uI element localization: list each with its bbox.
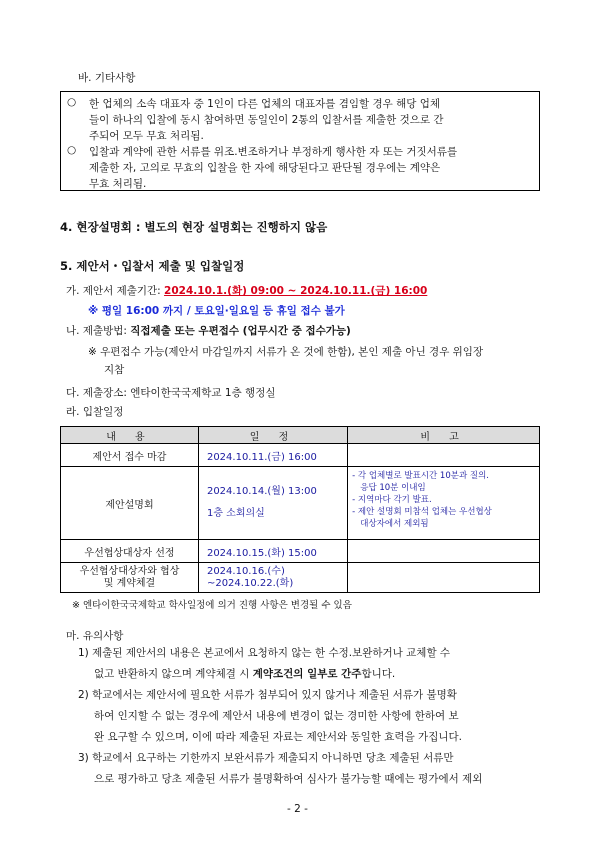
paragraph-2-line-3: 완 요구할 수 있으며, 이에 따라 제출된 자료는 제안서와 동일한 효력을 가집니다. [94, 731, 462, 743]
schedule-date-end: ~2024.10.22.(화) [206, 577, 294, 589]
remark-line: - 지역마다 각기 발표. [352, 495, 432, 505]
schedule-table [60, 426, 540, 593]
paragraph-3-line-2: 으로 평가하고 당초 제출된 서류가 불명확하여 심사가 불가능할 때에는 평가에서 제외 [94, 773, 483, 785]
table-cell-schedule [198, 563, 347, 593]
notice-paragraph-2 [78, 685, 462, 748]
table-header-schedule: 일 정 [198, 427, 347, 444]
notice-item-2-line-3: 무효 처리됨. [89, 178, 147, 190]
table-cell-content: 제안설명회 [61, 467, 199, 540]
circle-bullet-icon: ○ [67, 144, 77, 156]
notice-item-1-line-1: 한 업체의 소속 대표자 중 1인이 다른 업체의 대표자를 겸임할 경우 해당 업체 [89, 98, 441, 110]
table-cell-schedule: 2024.10.11.(금) 16:00 [198, 444, 347, 467]
paragraph-1-emphasis: 계약조건의 일부로 간주 [252, 668, 362, 680]
paragraph-1-text-b: 합니다. [361, 668, 396, 680]
table-footnote: ※ 엔타이한국국제학교 학사일정에 의거 진행 사항은 변경될 수 있음 [72, 600, 352, 611]
schedule-date: 2024.10.14.(월) 13:00 [206, 486, 317, 497]
table-header-row [61, 427, 540, 444]
submission-period-note: ※ 평일 16:00 까지 / 토요일·일요일 등 휴일 접수 불가 [88, 305, 345, 317]
notice-box [60, 91, 540, 191]
remark-line: - 제안 설명회 미참석 업체는 우선협상 [352, 507, 492, 517]
paragraph-1-text-a: 없고 반환하지 않으며 계약체결 시 [94, 668, 253, 680]
notice-paragraph-1 [78, 643, 450, 685]
section-ma-title: 마. 유의사항 [66, 630, 124, 642]
table-cell-remarks [348, 467, 540, 540]
notice-paragraph-3 [78, 748, 482, 790]
table-cell-content: 제안서 접수 마감 [61, 444, 199, 467]
content-line: 우선협상대상자와 협상 [79, 565, 180, 577]
remark-line: 응답 10분 이내임 [352, 483, 426, 493]
paragraph-2-line-2: 하여 인지할 수 없는 경우에 제안서 내용에 변경이 없는 경미한 사항에 한하여 보 [94, 710, 459, 722]
section-5-title: 5. 제안서・입찰서 제출 및 입찰일정 [60, 259, 245, 273]
table-row [61, 444, 540, 467]
remark-line: 대상자에서 제외됨 [352, 519, 429, 529]
notice-item-2-line-2: 제출한 자, 고의로 무효의 입찰을 한 자에 해당된다고 판단될 경우에는 계약은 [89, 162, 441, 174]
submission-method-value: 직접제출 또는 우편접수 (업무시간 중 접수가능) [130, 325, 351, 337]
section-ba-title: 바. 기타사항 [78, 72, 136, 84]
table-header-content: 내 용 [61, 427, 199, 444]
table-cell-schedule [198, 467, 347, 540]
submission-period [66, 283, 427, 298]
table-cell-content: 우선협상대상자 선정 [61, 540, 199, 563]
table-cell-content [61, 563, 199, 593]
notice-item-1-line-3: 주되어 모두 무효 처리됨. [89, 130, 204, 142]
section-4-title: 4. 현장설명회 : 별도의 현장 설명회는 진행하지 않음 [60, 220, 328, 234]
submission-period-value: 2024.10.1.(화) 09:00 ~ 2024.10.11.(금) 16:00 [164, 285, 428, 297]
paragraph-2-line-1: 2) 학교에서는 제안서에 필요한 서류가 첨부되어 있지 않거나 제출된 서류가 불명확 [78, 689, 457, 701]
paragraph-1-line-1: 1) 제출된 제안서의 내용은 본교에서 요청하지 않는 한 수정.보완하거나 교체할 수 [78, 647, 451, 659]
schedule-location: 1층 소회의실 [206, 508, 265, 519]
table-cell-remarks [348, 444, 540, 467]
schedule-date-start: 2024.10.16.(수) [206, 565, 285, 577]
page-number: - 2 - [287, 803, 308, 815]
notice-item-1 [67, 96, 533, 144]
remark-line: - 각 업체별로 발표시간 10분과 질의. [352, 471, 489, 481]
table-row [61, 540, 540, 563]
notice-item-1-line-2: 들이 하나의 입찰에 동시 참여하면 동일인이 2통의 입찰서를 제출한 것으로 간 [89, 114, 444, 126]
table-cell-schedule: 2024.10.15.(화) 15:00 [198, 540, 347, 563]
table-row [61, 563, 540, 593]
content-line: 및 계약체결 [103, 577, 156, 589]
paragraph-1-line-2 [78, 664, 450, 685]
table-row [61, 467, 540, 540]
submission-method-note-line-2: 지참 [104, 364, 125, 376]
submission-method-label: 나. 제출방법: [66, 325, 131, 337]
table-header-remarks: 비 고 [348, 427, 540, 444]
submission-period-label: 가. 제안서 제출기간: [66, 285, 165, 297]
notice-item-2 [67, 144, 533, 192]
paragraph-3-line-1: 3) 학교에서 요구하는 기한까지 보완서류가 제출되지 아니하면 당초 제출된 서류만 [78, 752, 454, 764]
submission-method-note-line-1: ※ 우편접수 가능(제안서 마감일까지 서류가 온 것에 한함), 본인 제출 아닌 경우 위임장 [88, 346, 484, 358]
notice-item-2-line-1: 입찰과 계약에 관한 서류를 위조.변조하거나 부정하게 행사한 자 또는 거짓서류를 [89, 146, 458, 158]
submission-place: 다. 제출장소: 엔타이한국국제학교 1층 행정실 [66, 387, 276, 399]
submission-method [66, 323, 351, 338]
circle-bullet-icon: ○ [67, 96, 77, 108]
table-cell-remarks [348, 540, 540, 563]
table-cell-remarks [348, 563, 540, 593]
bid-schedule-title: 라. 입찰일정 [66, 406, 124, 418]
